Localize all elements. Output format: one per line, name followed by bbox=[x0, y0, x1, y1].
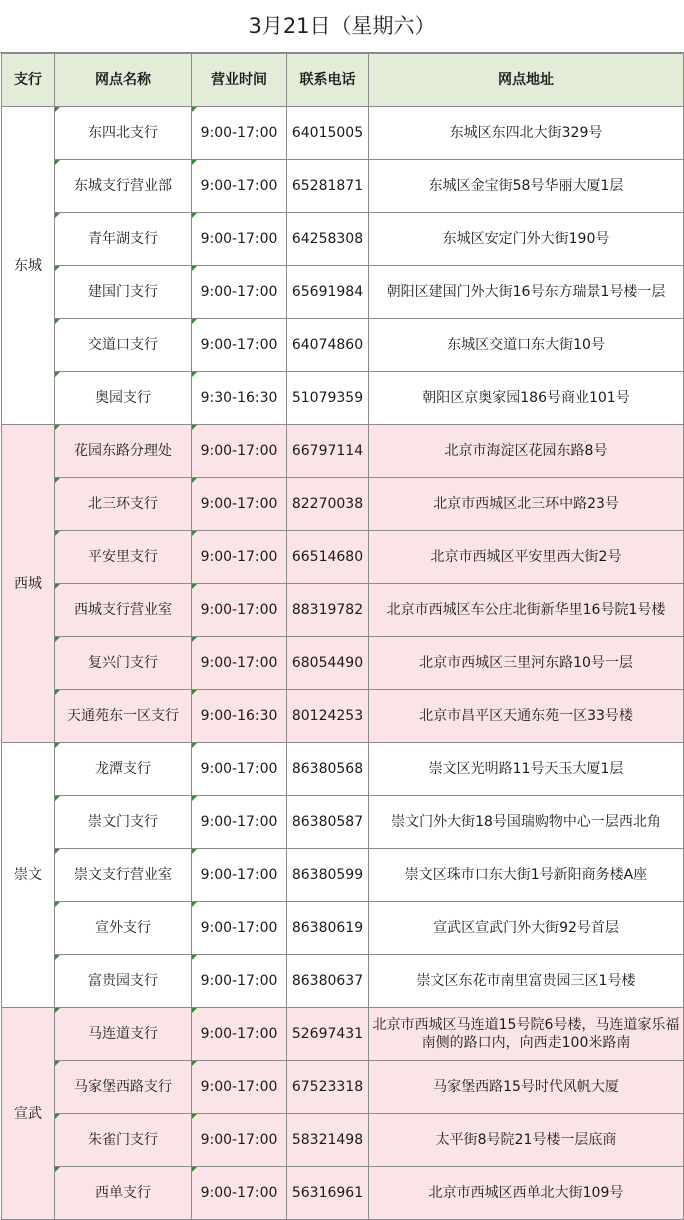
district-cell: 崇文 bbox=[2, 743, 55, 1008]
hours-cell: 9:00-17:00 bbox=[192, 425, 287, 478]
hours-cell: 9:00-17:00 bbox=[192, 266, 287, 319]
hours-cell: 9:00-17:00 bbox=[192, 584, 287, 637]
address-cell: 东城区交道口东大街10号 bbox=[369, 319, 684, 372]
phone-cell: 86380619 bbox=[287, 902, 369, 955]
address-cell: 宣武区宣武门外大街92号首层 bbox=[369, 902, 684, 955]
address-cell: 北京市西城区平安里西大街2号 bbox=[369, 531, 684, 584]
outlet-name-cell: 龙潭支行 bbox=[55, 743, 192, 796]
table-row bbox=[2, 743, 684, 796]
table-row bbox=[2, 213, 684, 266]
phone-cell: 56316961 bbox=[287, 1167, 369, 1220]
outlet-name-cell: 平安里支行 bbox=[55, 531, 192, 584]
phone-cell: 82270038 bbox=[287, 478, 369, 531]
address-cell: 崇文区光明路11号天玉大厦1层 bbox=[369, 743, 684, 796]
table-row bbox=[2, 955, 684, 1008]
phone-cell: 86380568 bbox=[287, 743, 369, 796]
district-cell: 西城 bbox=[2, 425, 55, 743]
outlet-name-cell: 奥园支行 bbox=[55, 372, 192, 425]
phone-cell: 51079359 bbox=[287, 372, 369, 425]
branch-table bbox=[1, 53, 684, 1220]
address-cell: 崇文门外大街18号国瑞购物中心一层西北角 bbox=[369, 796, 684, 849]
table-row bbox=[2, 319, 684, 372]
address-cell: 北京市西城区北三环中路23号 bbox=[369, 478, 684, 531]
table-body bbox=[2, 107, 684, 1220]
table-row bbox=[2, 796, 684, 849]
phone-cell: 64258308 bbox=[287, 213, 369, 266]
address-cell: 北京市昌平区天通东苑一区33号楼 bbox=[369, 690, 684, 743]
phone-cell: 65691984 bbox=[287, 266, 369, 319]
address-cell: 北京市西城区马连道15号院6号楼，马连道家乐福南侧的路口内，向西走100米路南 bbox=[369, 1008, 684, 1061]
table-row bbox=[2, 266, 684, 319]
header-branch: 支行 bbox=[2, 54, 55, 107]
outlet-name-cell: 天通苑东一区支行 bbox=[55, 690, 192, 743]
phone-cell: 52697431 bbox=[287, 1008, 369, 1061]
hours-cell: 9:00-17:00 bbox=[192, 637, 287, 690]
hours-cell: 9:00-17:00 bbox=[192, 796, 287, 849]
table-row bbox=[2, 425, 684, 478]
hours-cell: 9:00-16:30 bbox=[192, 690, 287, 743]
hours-cell: 9:00-17:00 bbox=[192, 1008, 287, 1061]
outlet-name-cell: 交道口支行 bbox=[55, 319, 192, 372]
hours-cell: 9:00-17:00 bbox=[192, 743, 287, 796]
phone-cell: 86380637 bbox=[287, 955, 369, 1008]
address-cell: 太平街8号院21号楼一层底商 bbox=[369, 1114, 684, 1167]
table-row bbox=[2, 1167, 684, 1220]
outlet-name-cell: 富贵园支行 bbox=[55, 955, 192, 1008]
header-hours: 营业时间 bbox=[192, 54, 287, 107]
hours-cell: 9:00-17:00 bbox=[192, 1114, 287, 1167]
outlet-name-cell: 北三环支行 bbox=[55, 478, 192, 531]
hours-cell: 9:00-17:00 bbox=[192, 160, 287, 213]
phone-cell: 68054490 bbox=[287, 637, 369, 690]
phone-cell: 58321498 bbox=[287, 1114, 369, 1167]
outlet-name-cell: 崇文支行营业室 bbox=[55, 849, 192, 902]
hours-cell: 9:00-17:00 bbox=[192, 531, 287, 584]
table-row bbox=[2, 478, 684, 531]
table-header-row bbox=[2, 54, 684, 107]
hours-cell: 9:00-17:00 bbox=[192, 955, 287, 1008]
address-cell: 东城区东四北大街329号 bbox=[369, 107, 684, 160]
outlet-name-cell: 西单支行 bbox=[55, 1167, 192, 1220]
hours-cell: 9:00-17:00 bbox=[192, 1167, 287, 1220]
outlet-name-cell: 花园东路分理处 bbox=[55, 425, 192, 478]
phone-cell: 86380599 bbox=[287, 849, 369, 902]
address-cell: 北京市西城区车公庄北街新华里16号院1号楼 bbox=[369, 584, 684, 637]
address-cell: 朝阳区建国门外大街16号东方瑞景1号楼一层 bbox=[369, 266, 684, 319]
outlet-name-cell: 宣外支行 bbox=[55, 902, 192, 955]
address-cell: 北京市海淀区花园东路8号 bbox=[369, 425, 684, 478]
address-cell: 北京市西城区三里河东路10号一层 bbox=[369, 637, 684, 690]
table-row bbox=[2, 1114, 684, 1167]
table-row bbox=[2, 1061, 684, 1114]
phone-cell: 64074860 bbox=[287, 319, 369, 372]
table-row bbox=[2, 160, 684, 213]
address-cell: 朝阳区京奥家园186号商业101号 bbox=[369, 372, 684, 425]
phone-cell: 66797114 bbox=[287, 425, 369, 478]
hours-cell: 9:00-17:00 bbox=[192, 849, 287, 902]
hours-cell: 9:30-16:30 bbox=[192, 372, 287, 425]
header-phone: 联系电话 bbox=[287, 54, 369, 107]
table-row bbox=[2, 849, 684, 902]
outlet-name-cell: 建国门支行 bbox=[55, 266, 192, 319]
phone-cell: 88319782 bbox=[287, 584, 369, 637]
phone-cell: 86380587 bbox=[287, 796, 369, 849]
address-cell: 崇文区东花市南里富贵园三区1号楼 bbox=[369, 955, 684, 1008]
outlet-name-cell: 东城支行营业部 bbox=[55, 160, 192, 213]
address-cell: 东城区金宝街58号华丽大厦1层 bbox=[369, 160, 684, 213]
page-title: 3月21日（星期六） bbox=[0, 0, 684, 53]
table-row bbox=[2, 372, 684, 425]
table-row bbox=[2, 531, 684, 584]
phone-cell: 64015005 bbox=[287, 107, 369, 160]
phone-cell: 65281871 bbox=[287, 160, 369, 213]
table-row bbox=[2, 584, 684, 637]
address-cell: 东城区安定门外大街190号 bbox=[369, 213, 684, 266]
header-outlet: 网点名称 bbox=[55, 54, 192, 107]
table-row bbox=[2, 637, 684, 690]
phone-cell: 67523318 bbox=[287, 1061, 369, 1114]
district-cell: 宣武 bbox=[2, 1008, 55, 1220]
outlet-name-cell: 朱雀门支行 bbox=[55, 1114, 192, 1167]
outlet-name-cell: 东四北支行 bbox=[55, 107, 192, 160]
address-cell: 马家堡西路15号时代风帆大厦 bbox=[369, 1061, 684, 1114]
header-address: 网点地址 bbox=[369, 54, 684, 107]
outlet-name-cell: 马连道支行 bbox=[55, 1008, 192, 1061]
hours-cell: 9:00-17:00 bbox=[192, 902, 287, 955]
table-row bbox=[2, 902, 684, 955]
outlet-name-cell: 马家堡西路支行 bbox=[55, 1061, 192, 1114]
hours-cell: 9:00-17:00 bbox=[192, 213, 287, 266]
table-row bbox=[2, 690, 684, 743]
hours-cell: 9:00-17:00 bbox=[192, 1061, 287, 1114]
table-row bbox=[2, 1008, 684, 1061]
outlet-name-cell: 西城支行营业室 bbox=[55, 584, 192, 637]
address-cell: 北京市西城区西单北大街109号 bbox=[369, 1167, 684, 1220]
phone-cell: 80124253 bbox=[287, 690, 369, 743]
phone-cell: 66514680 bbox=[287, 531, 369, 584]
outlet-name-cell: 复兴门支行 bbox=[55, 637, 192, 690]
outlet-name-cell: 青年湖支行 bbox=[55, 213, 192, 266]
address-cell: 崇文区珠市口东大街1号新阳商务楼A座 bbox=[369, 849, 684, 902]
district-cell: 东城 bbox=[2, 107, 55, 425]
outlet-name-cell: 崇文门支行 bbox=[55, 796, 192, 849]
table-row bbox=[2, 107, 684, 160]
hours-cell: 9:00-17:00 bbox=[192, 478, 287, 531]
hours-cell: 9:00-17:00 bbox=[192, 319, 287, 372]
hours-cell: 9:00-17:00 bbox=[192, 107, 287, 160]
